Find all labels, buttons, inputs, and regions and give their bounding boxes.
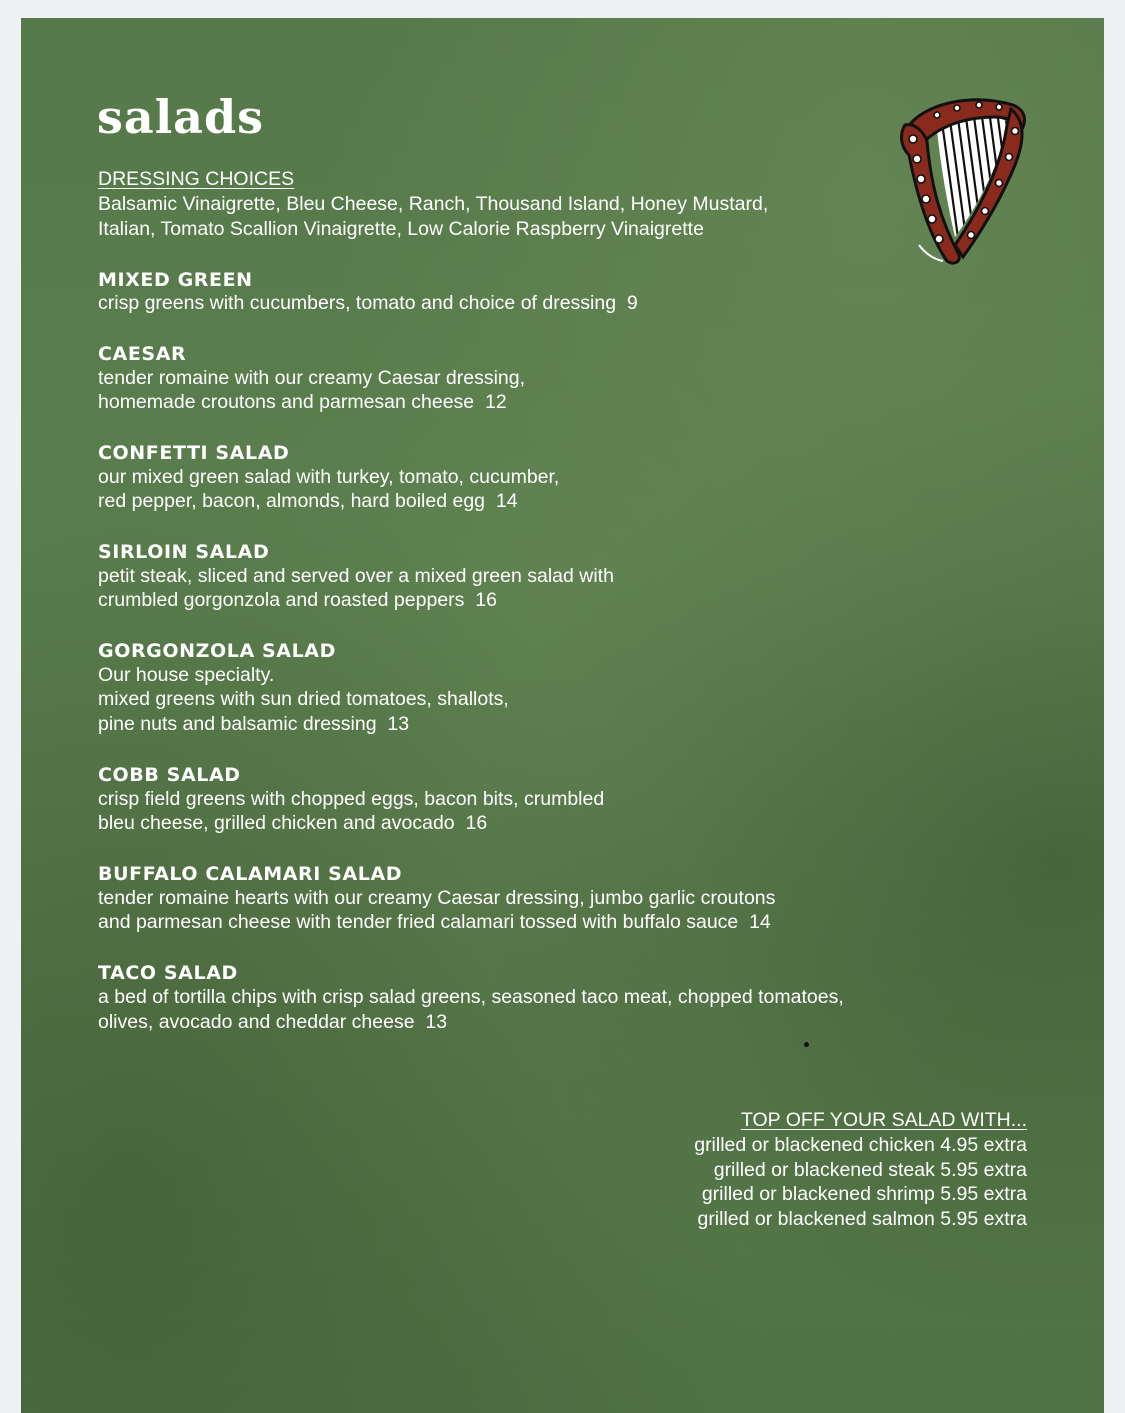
- item-caesar-desc-line-2: homemade croutons and parmesan cheese 12: [98, 391, 507, 413]
- item-taco-name: TACO SALAD: [98, 962, 238, 984]
- item-cobb-name: COBB SALAD: [98, 764, 241, 786]
- item-gorgonzola-desc-line-1: Our house specialty.: [98, 664, 275, 686]
- item-mixed-green-name: MIXED GREEN: [98, 269, 253, 291]
- topoff-option-shrimp: grilled or blackened shrimp 5.95 extra: [701, 1183, 1027, 1205]
- menu-page: [21, 18, 1104, 1413]
- item-gorgonzola-desc-line-3: pine nuts and balsamic dressing 13: [98, 713, 410, 735]
- topoff-option-steak: grilled or blackened steak 5.95 extra: [713, 1159, 1027, 1181]
- topoff-heading: TOP OFF YOUR SALAD WITH...: [740, 1109, 1027, 1131]
- item-cobb-desc-line-2: bleu cheese, grilled chicken and avocado 16: [98, 812, 488, 834]
- page-title: salads: [97, 90, 265, 144]
- item-buffalo-calamari-desc-line-2: and parmesan cheese with tender fried calamari tossed with buffalo sauce 14: [98, 911, 771, 933]
- item-buffalo-calamari-name: BUFFALO CALAMARI SALAD: [98, 863, 403, 885]
- item-confetti-desc-line-2: red pepper, bacon, almonds, hard boiled egg 14: [98, 490, 518, 512]
- topoff-option-salmon: grilled or blackened salmon 5.95 extra: [697, 1208, 1027, 1230]
- stray-dot: [804, 1042, 809, 1047]
- item-buffalo-calamari-desc-line-1: tender romaine hearts with our creamy Caesar dressing, jumbo garlic croutons: [98, 887, 776, 909]
- dressing-list-line-1: Balsamic Vinaigrette, Bleu Cheese, Ranch, Thousand Island, Honey Mustard,: [98, 193, 769, 215]
- item-mixed-green-desc: crisp greens with cucumbers, tomato and choice of dressing 9: [98, 292, 638, 314]
- item-gorgonzola-desc-line-2: mixed greens with sun dried tomatoes, shallots,: [98, 688, 509, 710]
- item-caesar-name: CAESAR: [98, 343, 187, 365]
- item-taco-desc-line-2: olives, avocado and cheddar cheese 13: [98, 1011, 448, 1033]
- item-confetti-name: CONFETTI SALAD: [98, 442, 290, 464]
- item-taco-desc-line-1: a bed of tortilla chips with crisp salad greens, seasoned taco meat, chopped tomatoes,: [98, 986, 844, 1008]
- dressing-list-line-2: Italian, Tomato Scallion Vinaigrette, Low Calorie Raspberry Vinaigrette: [98, 218, 704, 240]
- item-cobb-desc-line-1: crisp field greens with chopped eggs, bacon bits, crumbled: [98, 788, 605, 810]
- dressing-heading: DRESSING CHOICES: [98, 168, 295, 190]
- item-confetti-desc-line-1: our mixed green salad with turkey, tomato, cucumber,: [98, 466, 560, 488]
- item-sirloin-name: SIRLOIN SALAD: [98, 541, 270, 563]
- item-gorgonzola-name: GORGONZOLA SALAD: [98, 640, 336, 662]
- harp-icon: [897, 95, 1029, 267]
- item-sirloin-desc-line-1: petit steak, sliced and served over a mixed green salad with: [98, 565, 614, 587]
- topoff-option-chicken: grilled or blackened chicken 4.95 extra: [694, 1134, 1027, 1156]
- item-caesar-desc-line-1: tender romaine with our creamy Caesar dressing,: [98, 367, 526, 389]
- item-sirloin-desc-line-2: crumbled gorgonzola and roasted peppers 16: [98, 589, 497, 611]
